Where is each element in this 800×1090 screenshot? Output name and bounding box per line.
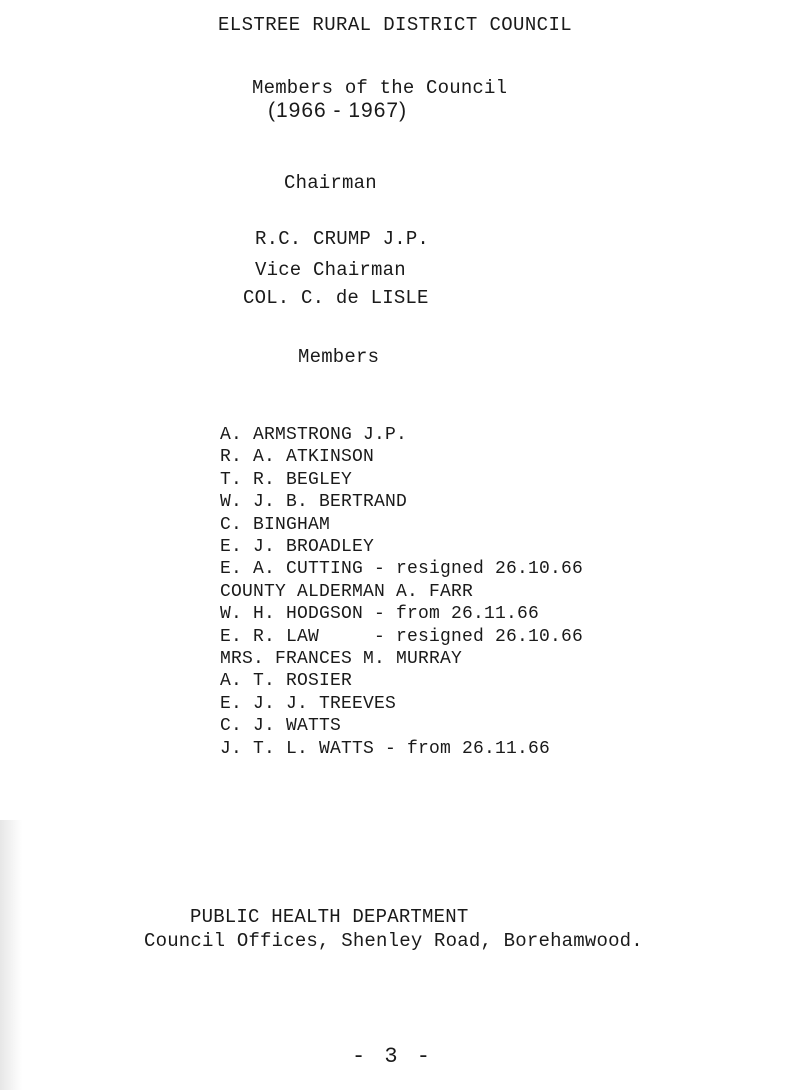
- member-item: W. J. B. BERTRAND: [220, 492, 408, 513]
- council-title: ELSTREE RURAL DISTRICT COUNCIL: [218, 14, 573, 36]
- member-item: A. T. ROSIER: [220, 671, 353, 692]
- member-item: MRS. FRANCES M. MURRAY: [220, 649, 463, 670]
- member-item: J. T. L. WATTS - from 26.11.66: [220, 738, 551, 759]
- department-name: PUBLIC HEALTH DEPARTMENT: [190, 906, 469, 928]
- page-number: - 3 -: [352, 1044, 434, 1069]
- members-heading: Members of the Council: [252, 77, 508, 99]
- department-address: Council Offices, Shenley Road, Borehamwood.: [144, 930, 643, 952]
- member-item: T. R. BEGLEY: [220, 469, 353, 490]
- member-item: A. ARMSTRONG J.P.: [220, 425, 408, 445]
- members-title: Members: [298, 346, 380, 368]
- vice-chairman-name: COL. C. de LISLE: [243, 287, 429, 309]
- member-item: E. J. J. TREEVES: [220, 693, 397, 714]
- member-item: E. R. LAW - resigned 26.10.66: [220, 626, 584, 647]
- member-item: W. H. HODGSON - from 26.11.66: [220, 604, 540, 625]
- member-item: E. A. CUTTING - resigned 26.10.66: [220, 559, 584, 580]
- member-item: C. J. WATTS: [220, 716, 342, 737]
- member-list: [220, 424, 583, 760]
- chairman-title: Chairman: [284, 172, 377, 194]
- period: (1966 - 1967): [268, 99, 408, 122]
- chairman-name: R.C. CRUMP J.P.: [255, 228, 430, 250]
- member-item: R. A. ATKINSON: [220, 447, 375, 468]
- vice-chairman-title: Vice Chairman: [255, 259, 406, 281]
- member-item: COUNTY ALDERMAN A. FARR: [220, 581, 474, 602]
- member-item: C. BINGHAM: [220, 514, 331, 535]
- member-item: E. J. BROADLEY: [220, 537, 375, 558]
- page-edge-shadow: [0, 820, 22, 1090]
